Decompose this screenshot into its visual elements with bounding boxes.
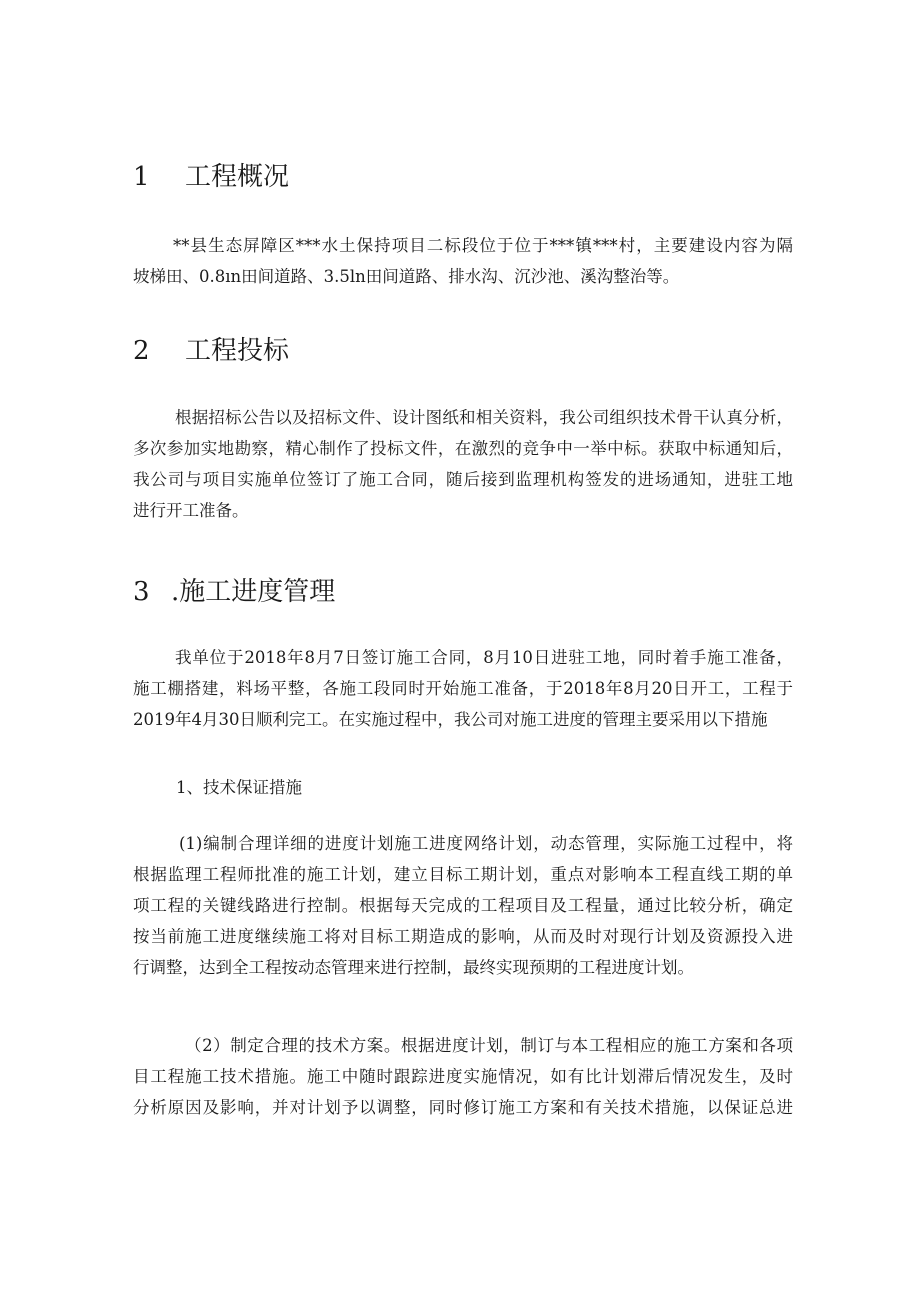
paragraph-line: 进行开工准备。 [133, 501, 249, 520]
section-heading-2 [133, 336, 289, 366]
paragraph-line: 坡梯田、0.8ın田间道路、3.5ln田间道路、排水沟、沉沙池、溪沟整治等。 [133, 267, 680, 286]
item-1-paragraph [133, 828, 793, 983]
section-heading-1 [133, 162, 289, 192]
item-2-paragraph [133, 1030, 793, 1123]
paragraph-line: 多次参加实地勘察，精心制作了投标文件，在激烈的竞争中一举中标。获取中标通知后， [133, 439, 793, 458]
section-2-paragraph [133, 402, 793, 526]
section-title: 工程投标 [185, 336, 290, 366]
paragraph-line: 按当前施工进度继续施工将对目标工期造成的影响，从而及时对现行计划及资源投入进 [133, 927, 793, 946]
section-title: .施工进度管理 [171, 577, 336, 607]
paragraph-line: 项工程的关键线路进行控制。根据每天完成的工程项目及工程量，通过比较分析，确定 [133, 896, 793, 915]
paragraph-line: 我单位于2018年8月7日签订施工合同，8月10日进驻工地，同时着手施工准备， [175, 648, 793, 667]
paragraph-line: 根据监理工程师批准的施工计划，建立目标工期计划，重点对影响本工程直线工期的单 [133, 865, 793, 884]
section-number: 2 [133, 336, 150, 366]
section-heading-3 [133, 577, 335, 607]
paragraph-line: 根据招标公告以及招标文件、设计图纸和相关资料，我公司组织技术骨干认真分析， [175, 408, 793, 427]
paragraph-line: (1)编制合理详细的进度计划施工进度网络计划，动态管理，实际施工过程中，将 [179, 834, 793, 853]
paragraph-line: 目工程施工技术措施。施工中随时跟踪进度实施情况，如有比计划滞后情况发生，及时 [133, 1067, 793, 1086]
paragraph-line: 分析原因及影响，并对计划予以调整，同时修订施工方案和有关技术措施，以保证总进 [133, 1098, 793, 1117]
section-3-paragraph [133, 642, 793, 735]
subsection-title: 1、技术保证措施 [176, 778, 302, 797]
section-number: 1 [133, 162, 150, 192]
paragraph-line: 行调整，达到全工程按动态管理来进行控制，最终实现预期的工程进度计划。 [133, 958, 694, 977]
paragraph-line: 我公司与项目实施单位签订了施工合同，随后接到监理机构签发的进场通知，进驻工地 [133, 470, 793, 489]
paragraph-line: （2）制定合理的技术方案。根据进度计划，制订与本工程相应的施工方案和各项 [185, 1036, 793, 1055]
paragraph-line: **县生态屏障区***水土保持项目二标段位于位于***镇***村，主要建设内容为隔 [173, 236, 793, 255]
section-number: 3 [133, 577, 150, 607]
paragraph-line: 施工棚搭建，料场平整，各施工段同时开始施工准备，于2018年8月20日开工，工程于 [133, 679, 793, 698]
section-1-paragraph [133, 230, 793, 292]
section-title: 工程概况 [185, 162, 290, 192]
paragraph-line: 2019年4月30日顺利完工。在实施过程中，我公司对施工进度的管理主要采用以下措施 [133, 710, 768, 729]
